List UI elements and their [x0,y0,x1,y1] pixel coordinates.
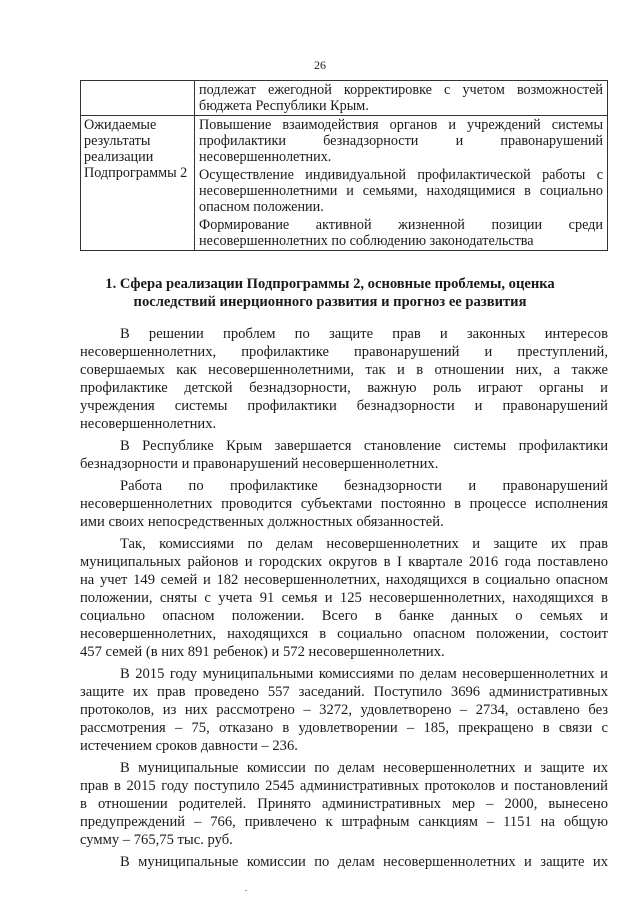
paragraph-line: истечением сроков давности – 236. [80,738,298,754]
paragraph-line: В муниципальные комиссии по делам несовершеннолетних и защите их [120,760,608,776]
section-heading-line: последствий инерционного развития и прогноз ее развития [133,294,527,310]
paragraph-line: В муниципальные комиссии по делам несовершеннолетних и защите их [120,854,608,870]
table-row [81,81,608,116]
paragraph-line: рассмотрения – 75, отказано в удовлетворении – 185, прекращено в связи с [80,720,608,736]
table-cell-line: несовершеннолетних. [199,149,332,165]
paragraph-line: В 2015 году муниципальными комиссиями по делам несовершеннолетних и [120,666,608,682]
paragraph-line: сумму – 765,75 тыс. руб. [80,832,233,848]
table-label-line: результаты [84,133,151,149]
paragraph-line: несовершеннолетних, профилактике правонарушений и преступлений, [80,344,608,360]
section-heading [100,275,560,311]
paragraph-line: несовершеннолетних проводится субъектами постоянно в процессе исполнения [80,496,608,512]
body-text [80,325,608,875]
expected-result-item [199,117,603,165]
paragraph-line: на учет 149 семей и 182 несовершеннолетних, находящихся в социально опасном [80,572,608,588]
section-heading-line: 1. Сфера реализации Подпрограммы 2, основные проблемы, оценка [105,276,555,292]
paragraph [80,853,608,871]
paragraph [80,759,608,849]
paragraph-line: муниципальных районов и городских округов в I квартале 2016 года поставлено [80,554,608,570]
table-cell-line: бюджета Республики Крым. [199,98,369,114]
paragraph-line: прав в 2015 году поступило 2545 административных протоколов и постановлений [80,778,608,794]
page-number: 26 [314,58,326,72]
table-cell-line: опасном положении. [199,199,324,215]
paragraph-line: положении, сняты с учета 91 семья и 125 несовершеннолетних, находящихся в [80,590,608,606]
paragraph-line: В решении проблем по защите прав и законных интересов [120,326,608,342]
table-cell-line: Повышение взаимодействия органов и учреждений системы [199,117,603,133]
table-cell-line: Формирование активной жизненной позиции среди [199,217,603,233]
paragraph-line: учреждения системы профилактики безнадзорности и правонарушений [80,398,608,414]
paragraph [80,325,608,433]
table-content-cell [195,116,608,251]
table-row [81,116,608,251]
paragraph-line: несовершеннолетних, находящихся в социально опасном положении, состоит [80,626,608,642]
paragraph-line: предупреждений – 766, привлечено к штрафным санкциям – 1151 на общую [80,814,608,830]
paragraph-line: защите их прав проведено 557 заседаний. Поступило 3696 административных [80,684,608,700]
paragraph-line: В Республике Крым завершается становление системы профилактики [120,438,608,454]
paragraph [80,535,608,661]
paragraph-line: несовершеннолетних. [80,416,217,432]
table-label-line: Ожидаемые [84,117,157,133]
paragraph-line: совершаемых как несовершеннолетними, так и в отношении них, а также [80,362,608,378]
paragraph-line: в отношении родителей. Принято административных мер – 2000, вынесено [80,796,608,812]
table-label-line: реализации [84,149,154,165]
program-results-table [80,80,608,251]
table-label-cell [81,116,195,251]
table-label-line: Подпрограммы 2 [84,165,188,181]
paragraph-line: протоколов, из них рассмотрено – 3272, удовлетворено – 2734, оставлено без [80,702,608,718]
expected-result-item [199,217,603,249]
paragraph-line: безнадзорности и правонарушений несовершеннолетних. [80,456,439,472]
table-content-cell [195,81,608,116]
table-label-cell-empty [81,81,195,116]
paragraph [80,437,608,473]
paragraph-line: ими своих непосредственных должностных обязанностей. [80,514,444,530]
table-cell-line: несовершеннолетних по соблюдению законодательства [199,233,534,249]
table-cell-line: Осуществление индивидуальной профилактической работы с [199,167,603,183]
paragraph-line: Работа по профилактике безнадзорности и правонарушений [120,478,608,494]
table-cell-line: профилактики безнадзорности и правонарушений [199,133,603,149]
paragraph-line: Так, комиссиями по делам несовершеннолетних и защите их прав [120,536,608,552]
scan-mark [245,890,247,891]
paragraph-line: профилактике детской безнадзорности, важную роль играют органы и [80,380,608,396]
table-cell-line: подлежат ежегодной корректировке с учетом возможностей [199,82,603,98]
table-cell-line: несовершеннолетними и семьями, находящимися в социально [199,183,603,199]
paragraph [80,665,608,755]
paragraph [80,477,608,531]
paragraph-line: 457 семей (в них 891 ребенок) и 572 несовершеннолетних. [80,644,445,660]
expected-result-item [199,167,603,215]
paragraph-line: социально опасном положении. Всего в банке данных о семьях и [80,608,608,624]
